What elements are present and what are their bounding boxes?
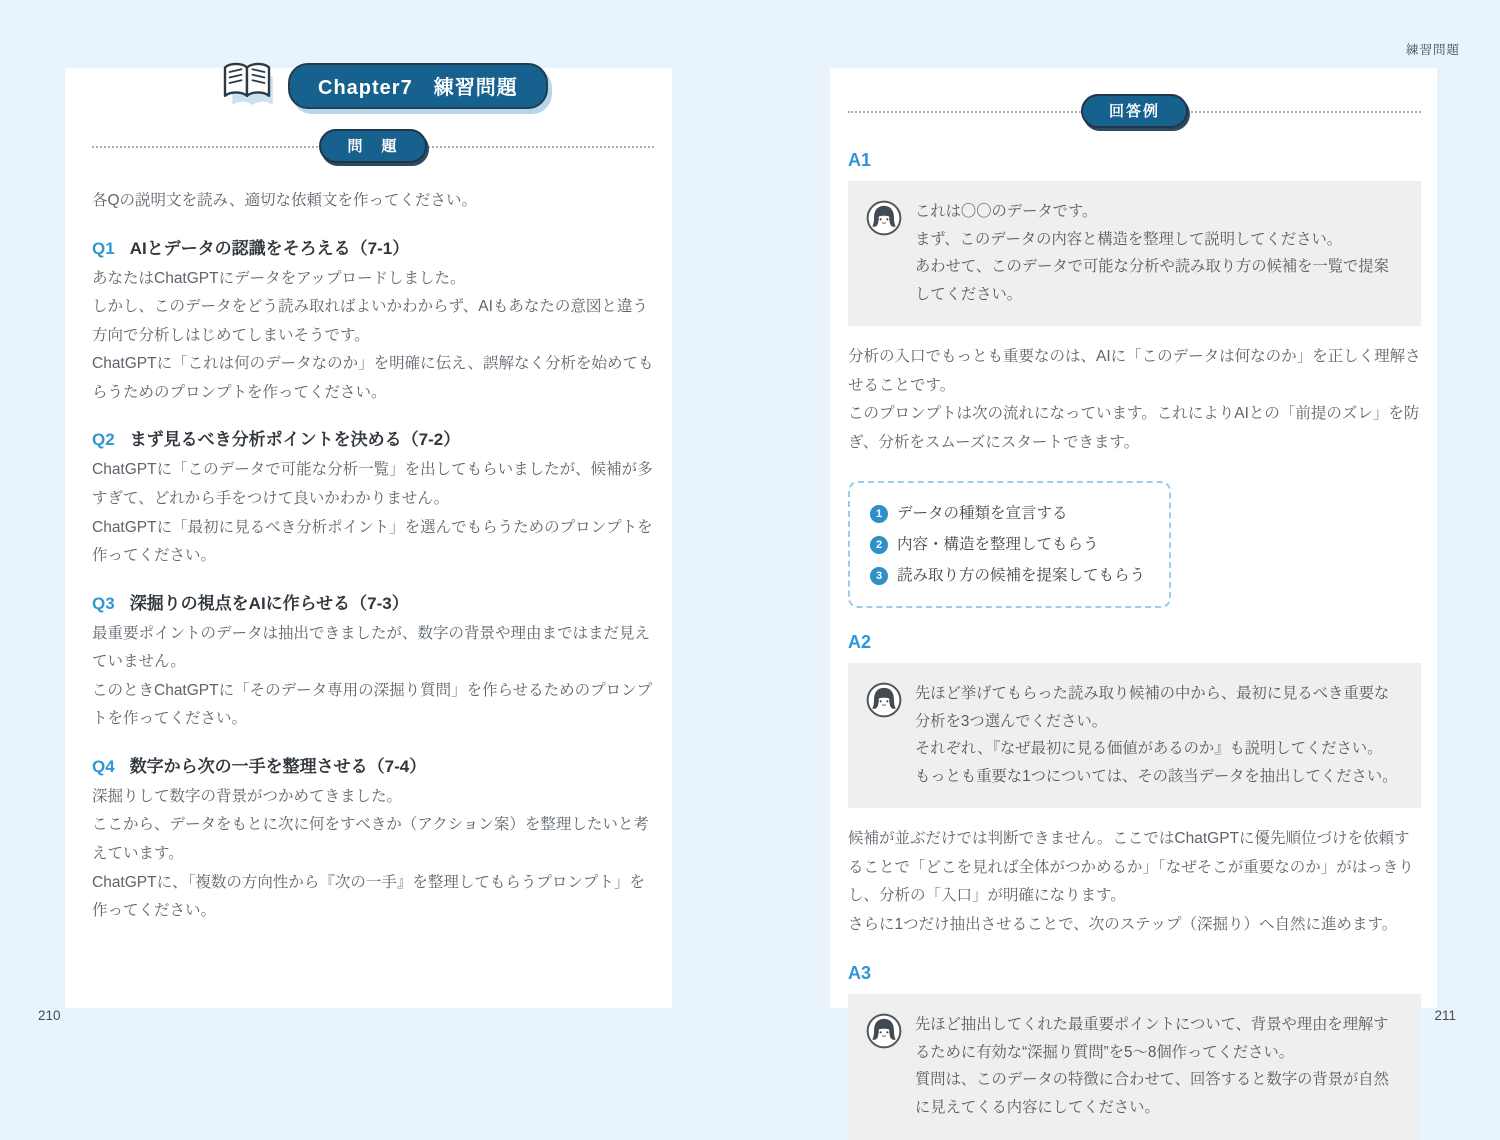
prompt-text: [915, 1011, 1403, 1121]
prompt-example-box: [848, 181, 1421, 326]
prompt-line: 先ほど抽出してくれた最重要ポイントについて、背景や理由を理解するために有効な“深掘り質問”を5〜8個作ってください。: [915, 1016, 1389, 1061]
prompt-text: [915, 680, 1403, 790]
answer-section-badge: 回答例: [1081, 94, 1188, 128]
prompt-line: まず、このデータの内容と構造を整理して説明してください。: [915, 230, 1343, 248]
question-heading: [92, 590, 654, 617]
page-number-left: 210: [38, 1008, 61, 1023]
question-text-line: このときChatGPTに「そのデータ専用の深掘り質問」を作らせるためのプロンプトを作ってください。: [92, 681, 653, 728]
question-text-line: ここから、データをもとに次に何をすべきか（アクション案）を整理したいと考えています。: [92, 816, 649, 862]
question-text-line: しかし、このデータをどう読み取ればよいかわからず、AIもあなたの意図と違う方向で分析しはじめてしまいそうです。: [92, 298, 648, 344]
question-text-line: ChatGPTに「最初に見るべき分析ポイント」を選んでもらうためのプロンプトを作ってください。: [92, 518, 653, 565]
running-header: 練習問題: [1405, 43, 1460, 57]
left-page: [65, 68, 672, 1008]
question-text-line: 最重要ポイントのデータは抽出できましたが、数字の背景や理由まではまだ見えていません。: [92, 624, 651, 671]
question-number: Q4: [92, 756, 115, 776]
user-avatar-icon: [866, 1013, 902, 1054]
step-text: 内容・構造を整理してもらう: [897, 536, 1099, 554]
intro-text: 各Qの説明文を読み、適切な依頼文を作ってください。: [92, 192, 477, 209]
answer-number: A2: [848, 632, 872, 653]
open-book-icon: [214, 55, 280, 116]
prompt-example-box: [848, 994, 1421, 1139]
question-number: Q3: [92, 593, 115, 613]
answer-block-a2: [848, 632, 1421, 939]
flow-step: [870, 529, 1145, 560]
user-avatar-icon: [866, 200, 902, 241]
prompt-line: あわせて、このデータで可能な分析や読み取り方の候補を一覧で提案してください。: [915, 258, 1389, 303]
prompt-line: 先ほど挙げてもらった読み取り候補の中から、最初に見るべき重要な分析を3つ選んでください。: [915, 685, 1390, 730]
question-number: Q2: [92, 430, 115, 450]
question-section-divider: [92, 131, 654, 161]
prompt-text: [915, 198, 1403, 308]
prompt-line: もっとも重要な1つについては、その該当データを抽出してください。: [915, 767, 1398, 785]
chapter-title-banner: Chapter7 練習問題: [288, 63, 548, 109]
page-number-right: 211: [1434, 1008, 1456, 1023]
answer-number: A1: [848, 150, 872, 170]
question-title: まず見るべき分析ポイントを決める（7-2）: [129, 430, 461, 450]
question-text-line: ChatGPTに「これは何のデータなのか」を明確に伝え、誤解なく分析を始めてもらうためのプロンプトを作ってください。: [92, 355, 654, 401]
prompt-line: 質問は、このデータの特徴に合わせて、回答すると数字の背景が自然に見えてくる内容にしてください。: [915, 1071, 1389, 1116]
answer-section-divider: [848, 96, 1421, 126]
prompt-flow-box: [848, 481, 1171, 608]
question-heading: [92, 753, 654, 780]
question-title: 数字から次の一手を整理させる（7-4）: [129, 756, 427, 776]
step-number-badge: 3: [870, 567, 888, 585]
flow-step: [870, 560, 1145, 591]
question-heading: [92, 426, 654, 453]
step-text: データの種類を宣言する: [897, 505, 1068, 523]
explanation-line: さらに1つだけ抽出させることで、次のステップ（深掘り）へ自然に進めます。: [848, 915, 1398, 933]
explanation-line: 分析の入口でもっとも重要なのは、AIに「このデータは何なのか」を正しく理解させることです。: [848, 348, 1421, 394]
answer-block-a3: [848, 963, 1421, 1139]
chapter-header: [214, 55, 654, 116]
question-block-q3: [92, 590, 654, 734]
question-text-line: ChatGPTに、「複数の方向性から『次の一手』を整理してもらうプロンプト」を作ってください。: [92, 873, 645, 920]
question-title: AIとデータの認識をそろえる（7-1）: [129, 238, 410, 258]
question-block-q1: [92, 235, 654, 408]
question-text-line: 深掘りして数字の背景がつかめてきました。: [92, 787, 403, 805]
user-avatar-icon: [866, 682, 902, 723]
explanation-line: このプロンプトは次の流れになっています。これによりAIとの「前提のズレ」を防ぎ、分析をスムーズにスタートできます。: [848, 405, 1420, 451]
answer-number: A3: [848, 963, 872, 984]
question-block-q4: [92, 753, 654, 926]
explanation-line: 候補が並ぶだけでは判断できません。ここではChatGPTに優先順位づけを依頼することで「どこを見れば全体がつかめるか」「なぜそこが重要なのか」がはっきりし、分析の「入口」が明確になります。: [848, 830, 1414, 905]
prompt-example-box: [848, 663, 1421, 808]
answer-block-a1: [848, 150, 1421, 608]
question-title: 深掘りの視点をAIに作らせる（7-3）: [129, 593, 409, 613]
prompt-line: それぞれ、『なぜ最初に見る価値があるのか』も説明してください。: [915, 740, 1383, 758]
question-section-badge: 問 題: [319, 129, 426, 163]
prompt-line: これは〇〇のデータです。: [915, 203, 1098, 220]
answer-explanation: [848, 825, 1421, 939]
answer-explanation: [848, 343, 1421, 457]
step-number-badge: 1: [870, 505, 888, 523]
right-page: [830, 68, 1437, 1116]
question-text-line: ChatGPTに「このデータで可能な分析一覧」を出してもらいましたが、候補が多すぎて、どれから手をつけて良いかわかりません。: [92, 461, 653, 507]
flow-step: [870, 498, 1145, 529]
step-number-badge: 2: [870, 536, 888, 554]
question-block-q2: [92, 426, 654, 570]
question-text-line: あなたはChatGPTにデータをアップロードしました。: [92, 269, 466, 287]
question-number: Q1: [92, 238, 115, 258]
step-text: 読み取り方の候補を提案してもらう: [897, 567, 1146, 585]
question-heading: [92, 235, 654, 262]
